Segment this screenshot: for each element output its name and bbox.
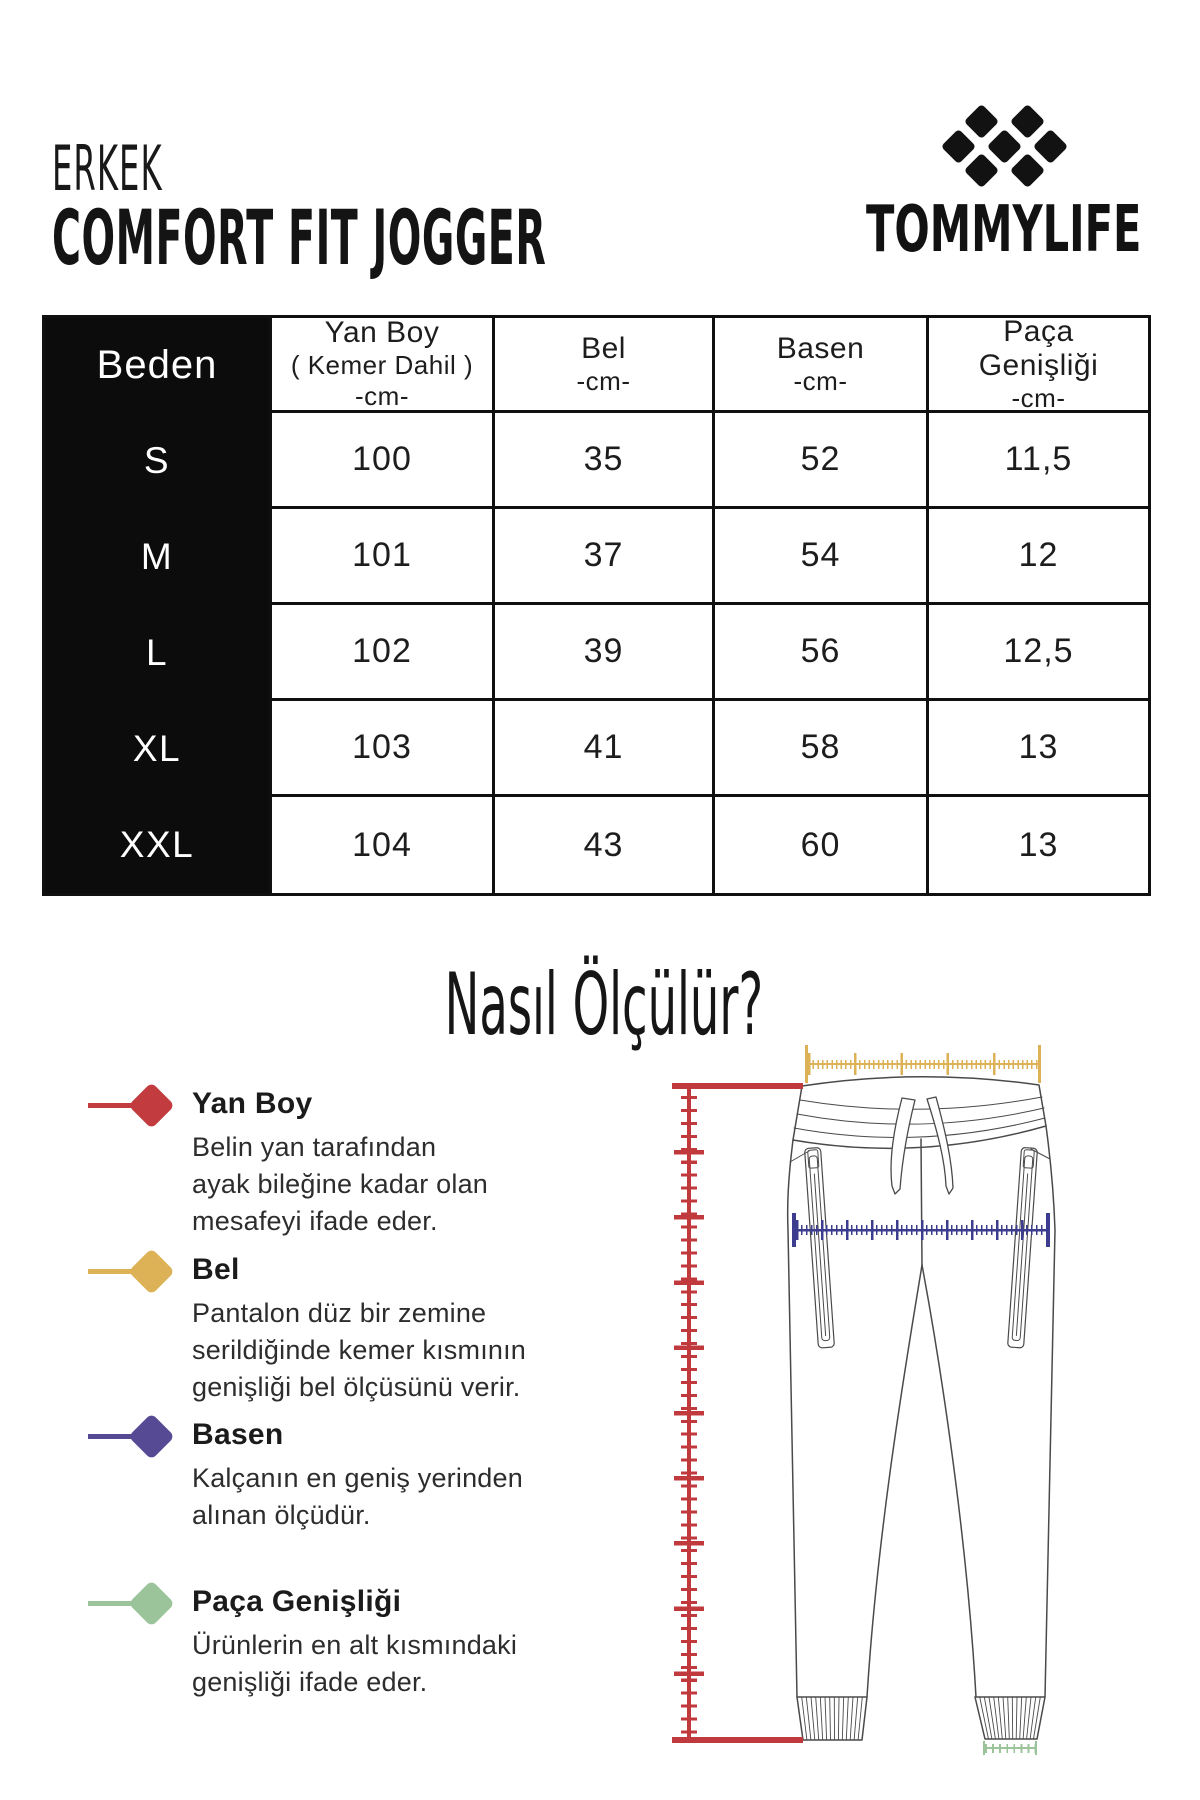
basen-measure-ruler <box>792 1213 1050 1247</box>
legend-description <box>192 1460 528 1534</box>
legend-description-line: Ürünlerin en alt kısmındaki <box>192 1630 518 1660</box>
table-cell: 35 <box>492 413 712 509</box>
right-zipper <box>1008 1147 1038 1348</box>
column-header-line: -cm- <box>355 381 409 411</box>
legend-description <box>192 1295 528 1406</box>
product-gender-subtitle <box>52 132 265 205</box>
legend-item-bel <box>88 1252 528 1406</box>
diamond-marker-icon <box>128 1082 175 1129</box>
table-cell: 11,5 <box>926 413 1148 509</box>
table-cell: 12,5 <box>926 605 1148 701</box>
size-table-corner-label: Beden <box>96 343 218 387</box>
ruler-major-ticks <box>674 1150 704 1737</box>
left-zipper <box>805 1147 835 1348</box>
product-title-text: COMFORT FIT JOGGER <box>52 193 547 282</box>
table-cell: 104 <box>269 797 492 893</box>
brand-logo-icon <box>940 100 1076 192</box>
diamond-marker-icon <box>128 1413 175 1460</box>
legend-title: Basen <box>192 1418 284 1451</box>
waistband-seam-line <box>794 1118 1045 1137</box>
table-cell: 101 <box>269 509 492 605</box>
logo-diamond-icon <box>1032 128 1067 163</box>
column-header-line: Bel <box>581 331 626 365</box>
table-cell: 39 <box>492 605 712 701</box>
logo-diamond-icon <box>1009 152 1044 187</box>
product-title <box>52 193 1003 282</box>
product-gender-text: ERKEK <box>52 132 163 205</box>
ruler-end-bar <box>672 1737 803 1743</box>
table-cell: 56 <box>712 605 926 701</box>
legend-description-line: serildiğinde kemer kısmının <box>192 1335 527 1365</box>
waistband-outline <box>793 1077 1046 1149</box>
legend-item-paca-genisligi <box>88 1584 528 1701</box>
right-outseam <box>1045 1126 1055 1697</box>
table-cell: 54 <box>712 509 926 605</box>
column-header-yan-boy <box>269 318 492 413</box>
legend-description-line: genişliği bel ölçüsünü verir. <box>192 1372 521 1402</box>
drawstring-left <box>891 1098 915 1194</box>
legend-description-line: mesafeyi ifade eder. <box>192 1206 438 1236</box>
jogger-technical-drawing <box>560 1040 1180 1780</box>
table-cell: 12 <box>926 509 1148 605</box>
column-header-line: -cm- <box>793 365 848 396</box>
table-cell: 60 <box>712 797 926 893</box>
diamond-marker-icon <box>128 1580 175 1627</box>
table-cell: 100 <box>269 413 492 509</box>
right-cuff-ribs <box>980 1697 1041 1739</box>
legend-description-line: alınan ölçüdür. <box>192 1500 371 1530</box>
table-cell: 102 <box>269 605 492 701</box>
size-row-label: XXL <box>119 824 195 865</box>
table-cell: 103 <box>269 701 492 797</box>
waistband-seam-line <box>797 1108 1044 1124</box>
how-to-measure-heading <box>0 955 1200 1055</box>
legend-title: Yan Boy <box>192 1087 313 1120</box>
how-to-measure-heading-text: Nasıl Ölçülür? <box>444 955 764 1055</box>
column-header-line: Paça <box>1003 314 1074 348</box>
right-inseam <box>922 1265 976 1697</box>
logo-diamond-icon <box>940 128 975 163</box>
column-header-line: -cm- <box>1011 382 1066 413</box>
column-header-paca-genisligi <box>926 314 1148 413</box>
logo-diamond-icon <box>1009 103 1044 138</box>
legend-description-line: genişliği ifade eder. <box>192 1667 428 1697</box>
column-header-bel <box>492 318 712 413</box>
size-table <box>42 315 1151 896</box>
legend-description <box>192 1129 528 1240</box>
column-header-line: ( Kemer Dahil ) <box>290 350 474 380</box>
bel-measure-ruler <box>805 1045 1041 1083</box>
logo-diamond-icon <box>986 128 1021 163</box>
column-header-line: Basen <box>776 331 865 365</box>
size-table-beden-column <box>45 318 269 893</box>
column-header-line: Genişliği <box>978 348 1099 382</box>
legend-description-line: ayak bileğine kadar olan <box>192 1169 488 1199</box>
brand-wordmark-text: TOMMYLIFE <box>866 193 1142 267</box>
logo-diamond-icon <box>963 152 998 187</box>
column-header-line: -cm- <box>576 365 631 396</box>
waistband-seam-line <box>800 1097 1042 1109</box>
left-inseam <box>867 1265 922 1697</box>
table-cell: 37 <box>492 509 712 605</box>
legend-item-yan-boy <box>88 1086 528 1240</box>
table-cell: 58 <box>712 701 926 797</box>
column-header-basen <box>712 318 926 413</box>
size-row-label: S <box>143 440 171 481</box>
legend-title: Paça Genişliği <box>192 1585 402 1618</box>
legend-description-line: Kalçanın en geniş yerinden <box>192 1463 523 1493</box>
size-row-label: L <box>145 632 169 673</box>
yan-boy-measure-ruler <box>672 1083 803 1743</box>
legend-description-line: Pantalon düz bir zemine <box>192 1298 487 1328</box>
table-cell: 52 <box>712 413 926 509</box>
table-cell: 13 <box>926 797 1148 893</box>
size-row-label: M <box>140 536 174 577</box>
legend-item-basen <box>88 1417 528 1534</box>
ruler-end-bar <box>672 1083 803 1089</box>
paca-measure-ruler <box>983 1741 1037 1755</box>
table-cell: 43 <box>492 797 712 893</box>
table-cell: 41 <box>492 701 712 797</box>
column-header-line: Yan Boy <box>324 316 440 349</box>
logo-diamond-icon <box>963 103 998 138</box>
brand-wordmark <box>866 193 1200 267</box>
legend-description <box>192 1627 528 1701</box>
diamond-marker-icon <box>128 1248 175 1295</box>
legend-title: Bel <box>192 1253 240 1286</box>
legend-description-line: Belin yan tarafından <box>192 1132 437 1162</box>
size-row-label: XL <box>132 728 182 769</box>
table-cell: 13 <box>926 701 1148 797</box>
left-cuff-ribs <box>802 1697 863 1740</box>
left-cuff-outline <box>797 1697 867 1740</box>
